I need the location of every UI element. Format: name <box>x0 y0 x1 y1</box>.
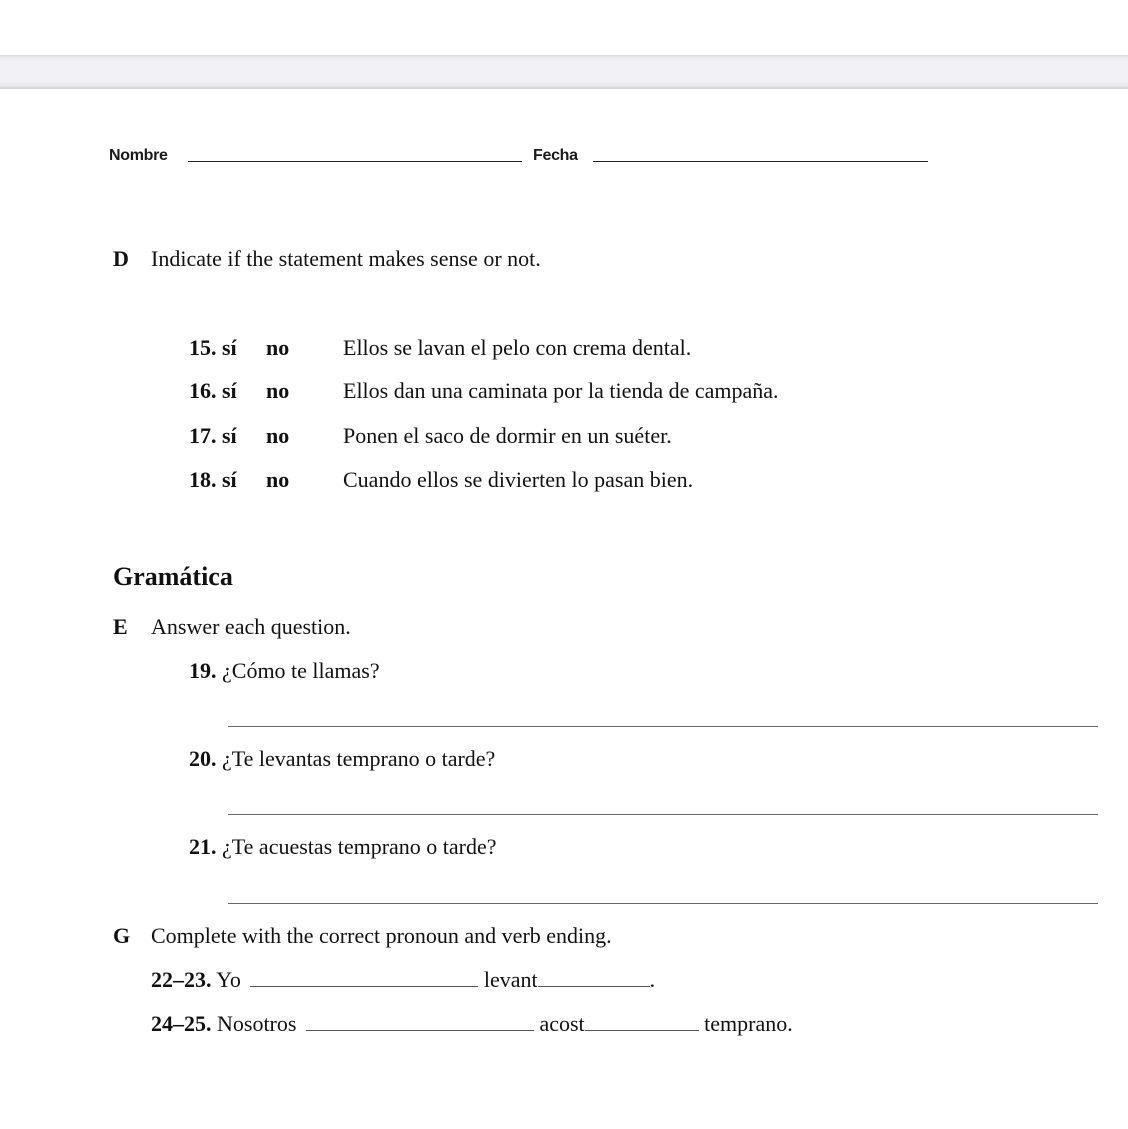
answer-line-19[interactable] <box>228 726 1098 727</box>
name-label: Nombre <box>109 147 168 164</box>
answer-line-21[interactable] <box>228 903 1098 904</box>
option-si[interactable]: sí <box>222 335 237 360</box>
date-label: Fecha <box>533 147 578 164</box>
section-g-letter: G <box>113 923 131 948</box>
option-no[interactable]: no <box>266 423 290 448</box>
statement: Ponen el saco de dormir en un suéter. <box>343 423 672 448</box>
item-number: 18. <box>189 467 217 492</box>
item-number: 24–25. <box>151 1011 212 1036</box>
list-item <box>189 335 237 361</box>
toolbar-bar <box>0 55 1128 89</box>
list-item <box>189 378 237 404</box>
section-d-letter: D <box>113 246 129 271</box>
grammar-heading: Gramática <box>113 562 233 591</box>
item-number: 15. <box>189 335 217 360</box>
question-19 <box>189 658 380 684</box>
item-number: 20. <box>189 746 217 771</box>
option-no[interactable]: no <box>266 467 290 492</box>
date-field[interactable] <box>593 161 928 162</box>
question-text: ¿Cómo te llamas? <box>222 658 380 683</box>
item-number: 16. <box>189 378 217 403</box>
fill-item-22-23 <box>151 967 655 993</box>
subject: Nosotros <box>217 1011 297 1036</box>
section-e-letter: E <box>113 614 128 639</box>
option-si[interactable]: sí <box>222 378 237 403</box>
verb-stem: acost <box>539 1011 585 1036</box>
statement: Cuando ellos se divierten lo pasan bien. <box>343 467 694 492</box>
option-si[interactable]: sí <box>222 467 237 492</box>
list-item <box>189 423 237 449</box>
statement: Ellos dan una caminata por la tienda de campaña. <box>343 378 779 403</box>
subject: Yo <box>216 967 241 992</box>
question-text: ¿Te levantas temprano o tarde? <box>222 746 496 771</box>
item-number: 22–23. <box>151 967 212 992</box>
section-g-instruction: Complete with the correct pronoun and verb ending. <box>151 923 612 948</box>
question-text: ¿Te acuestas temprano o tarde? <box>222 834 497 859</box>
statement: Ellos se lavan el pelo con crema dental. <box>343 335 692 360</box>
item-number: 17. <box>189 423 217 448</box>
question-21 <box>189 834 497 860</box>
option-no[interactable]: no <box>266 378 290 403</box>
section-e-instruction: Answer each question. <box>151 614 351 639</box>
name-field[interactable] <box>188 161 522 162</box>
item-number: 19. <box>189 658 217 683</box>
sentence-end: . <box>649 967 656 992</box>
ending-blank[interactable] <box>585 1012 699 1031</box>
pronoun-blank[interactable] <box>250 968 478 987</box>
question-20 <box>189 746 495 772</box>
section-d-instruction: Indicate if the statement makes sense or not. <box>151 246 541 271</box>
list-item <box>189 467 237 493</box>
fill-item-24-25 <box>151 1011 793 1037</box>
verb-stem: levant <box>483 967 538 992</box>
option-no[interactable]: no <box>266 335 290 360</box>
sentence-end: temprano. <box>704 1011 793 1036</box>
pronoun-blank[interactable] <box>306 1012 534 1031</box>
item-number: 21. <box>189 834 217 859</box>
answer-line-20[interactable] <box>228 814 1098 815</box>
option-si[interactable]: sí <box>222 423 237 448</box>
ending-blank[interactable] <box>538 968 650 987</box>
